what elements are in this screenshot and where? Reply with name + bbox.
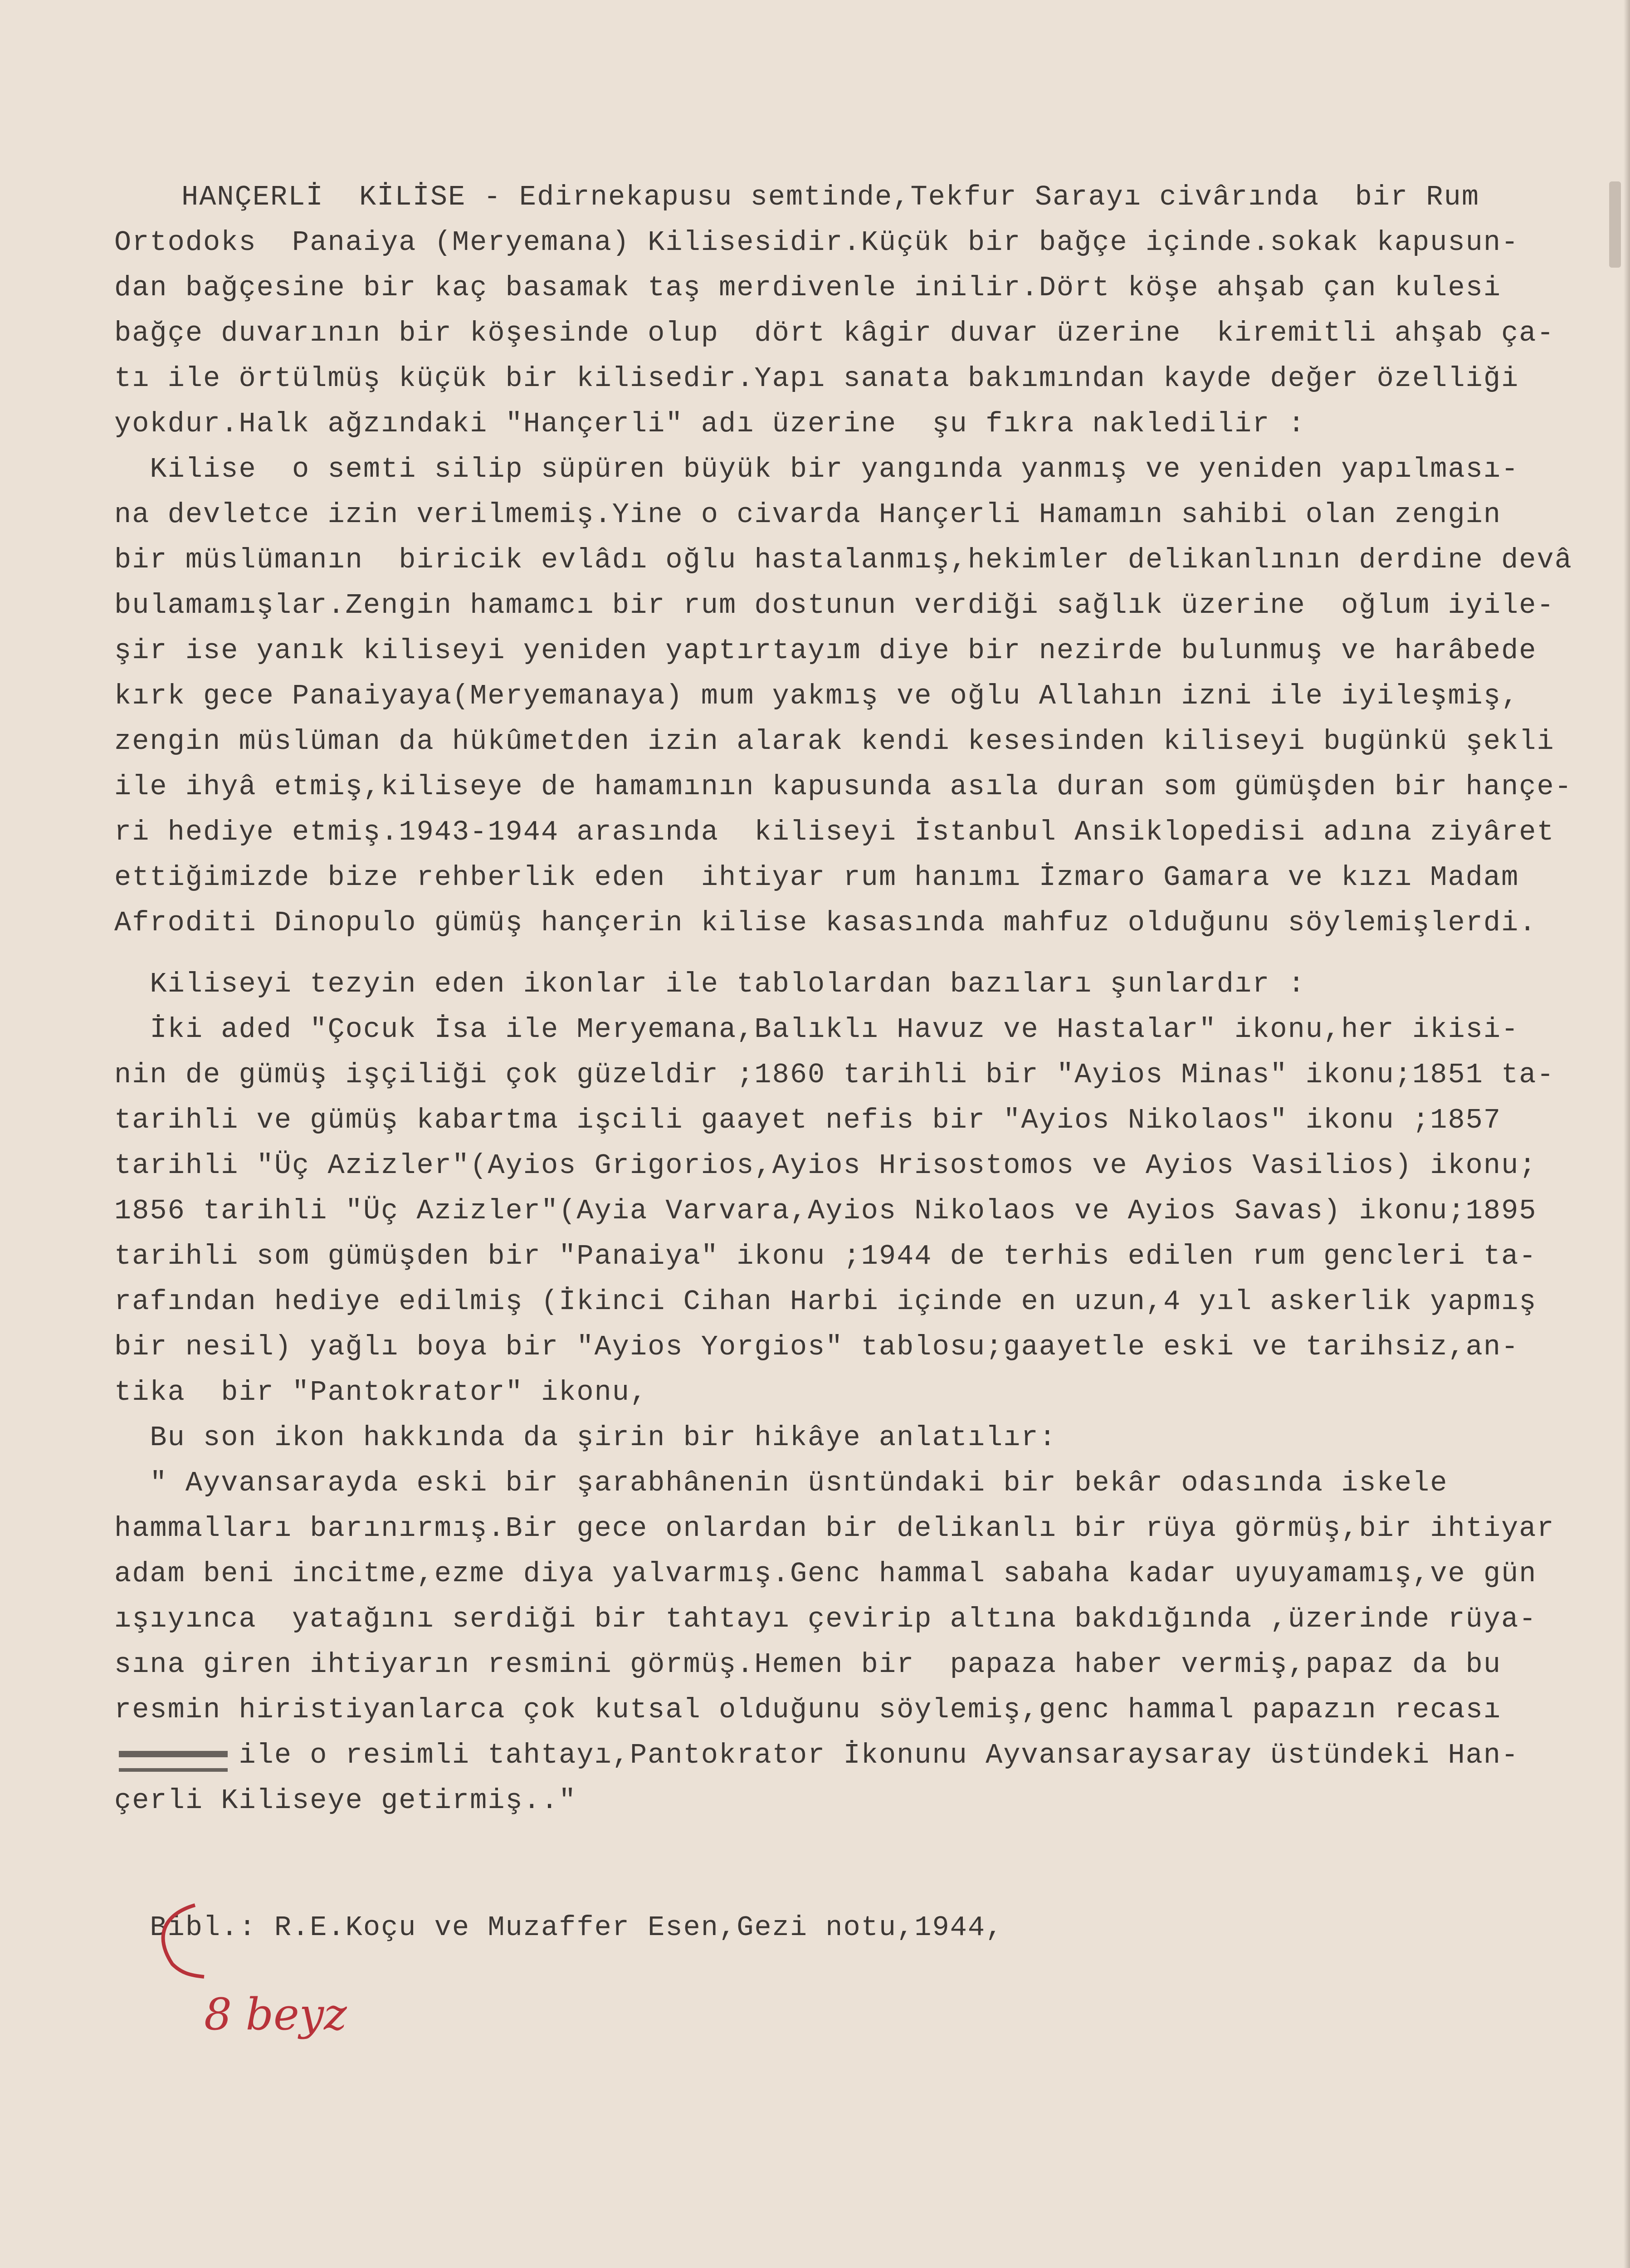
text-line-15: ri hediye etmiş.1943-1944 arasında kiliseyi İstanbul Ansiklopedisi adına ziyâret: [114, 816, 1555, 848]
text-line-1: HANÇERLİ KİLİSE - Edirnekapusu semtinde,Tekfur Sarayı civârında bir Rum: [181, 181, 1480, 213]
text-line-10: bulamamışlar.Zengin hamamcı bir rum dostunun verdiği sağlık üzerine oğlum iyile-: [114, 589, 1555, 621]
text-line-20: nin de gümüş işçiliği çok güzeldir ;1860 tarihli bir "Ayios Minas" ikonu;1851 ta-: [114, 1059, 1555, 1091]
text-line-25: rafından hediye edilmiş (İkinci Cihan Harbi içinde en uzun,4 yıl askerlik yapmış: [114, 1286, 1537, 1318]
text-line-24: tarihli som gümüşden bir "Panaiya" ikonu ;1944 de terhis edilen rum gencleri ta-: [114, 1240, 1537, 1272]
text-line-7: Kilise o semti silip süpüren büyük bir yangında yanmış ve yeniden yapılması-: [114, 453, 1519, 485]
text-line-33: sına giren ihtiyarın resmini görmüş.Hemen bir papaza haber vermiş,papaz da bu: [114, 1648, 1502, 1681]
text-line-21: tarihli ve gümüş kabartma işcili gaayet nefis bir "Ayios Nikolaos" ikonu ;1857: [114, 1104, 1502, 1136]
text-line-35: ile o resimli tahtayı,Pantokrator İkonunu Ayvansaraysaray üstündeki Han-: [114, 1739, 1519, 1771]
text-line-4: bağçe duvarının bir köşesinde olup dört kâgir duvar üzerine kiremitli ahşab ça-: [114, 317, 1555, 349]
text-line-14: ile ihyâ etmiş,kiliseye de hamamının kapusunda asıla duran som gümüşden bir hançe-: [114, 771, 1572, 803]
text-line-23: 1856 tarihli "Üç Azizler"(Ayia Varvara,Ayios Nikolaos ve Ayios Savas) ikonu;1895: [114, 1195, 1537, 1227]
text-line-8: na devletce izin verilmemiş.Yine o civarda Hançerli Hamamın sahibi olan zengin: [114, 499, 1502, 531]
text-line-32: ışıyınca yatağını serdiği bir tahtayı çevirip altına bakdığında ,üzerinde rüya-: [114, 1603, 1537, 1635]
text-line-16: ettiğimizde bize rehberlik eden ihtiyar rum hanımı İzmaro Gamara ve kızı Madam: [114, 861, 1519, 894]
text-line-30: hammalları barınırmış.Bir gece onlardan bir delikanlı bir rüya görmüş,bir ihtiyar: [114, 1512, 1555, 1545]
text-line-2: Ortodoks Panaiya (Meryemana) Kilisesidir.Küçük bir bağçe içinde.sokak kapusun-: [114, 226, 1519, 259]
bibliography-line: Bibl.: R.E.Koçu ve Muzaffer Esen,Gezi notu,1944,: [114, 1911, 1004, 1944]
text-line-17: Afroditi Dinopulo gümüş hançerin kilise kasasında mahfuz olduğunu söylemişlerdi.: [114, 907, 1537, 939]
text-line-18: Kiliseyi tezyin eden ikonlar ile tablolardan bazıları şunlardır :: [114, 968, 1306, 1000]
text-line-29: " Ayvansarayda eski bir şarabhânenin üsntündaki bir bekâr odasında iskele: [114, 1467, 1448, 1499]
page-edge-shadow: [1624, 0, 1630, 2268]
text-line-28: Bu son ikon hakkında da şirin bir hikâye anlatılır:: [114, 1422, 1057, 1454]
text-line-13: zengin müslüman da hükûmetden izin alarak kendi kesesinden kiliseyi bugünkü şekli: [114, 725, 1555, 758]
text-line-27: tika bir "Pantokrator" ikonu,: [114, 1376, 648, 1408]
page-edge-tab: [1609, 181, 1621, 268]
text-line-9: bir müslümanın biricik evlâdı oğlu hastalanmış,hekimler delikanlının derdine devâ: [114, 544, 1572, 576]
handwritten-annotation: 8 beyz: [204, 1989, 347, 2040]
text-line-36: çerli Kiliseye getirmiş..": [114, 1784, 577, 1817]
red-bracket-mark: [145, 1896, 218, 1987]
text-line-12: kırk gece Panaiyaya(Meryemanaya) mum yakmış ve oğlu Allahın izni ile iyileşmiş,: [114, 680, 1519, 712]
text-line-19: İki aded "Çocuk İsa ile Meryemana,Balıklı Havuz ve Hastalar" ikonu,her ikisi-: [114, 1013, 1519, 1046]
text-line-3: dan bağçesine bir kaç basamak taş merdivenle inilir.Dört köşe ahşab çan kulesi: [114, 272, 1502, 304]
text-line-26: bir nesil) yağlı boya bir "Ayios Yorgios" tablosu;gaayetle eski ve tarihsiz,an-: [114, 1331, 1519, 1363]
text-line-11: şir ise yanık kiliseyi yeniden yaptırtayım diye bir nezirde bulunmuş ve harâbede: [114, 635, 1537, 667]
text-line-31: adam beni incitme,ezme diya yalvarmış.Genc hammal sabaha kadar uyuyamamış,ve gün: [114, 1558, 1537, 1590]
text-line-6: yokdur.Halk ağzındaki "Hançerli" adı üzerine şu fıkra nakledilir :: [114, 408, 1306, 440]
text-line-34: resmin hiristiyanlarca çok kutsal olduğunu söylemiş,genc hammal papazın recası: [114, 1694, 1502, 1726]
text-line-5: tı ile örtülmüş küçük bir kilisedir.Yapı sanata bakımından kayde değer özelliği: [114, 362, 1519, 395]
text-line-22: tarihli "Üç Azizler"(Ayios Grigorios,Ayios Hrisostomos ve Ayios Vasilios) ikonu;: [114, 1149, 1537, 1182]
strikethrough-scribble: [119, 1751, 228, 1772]
